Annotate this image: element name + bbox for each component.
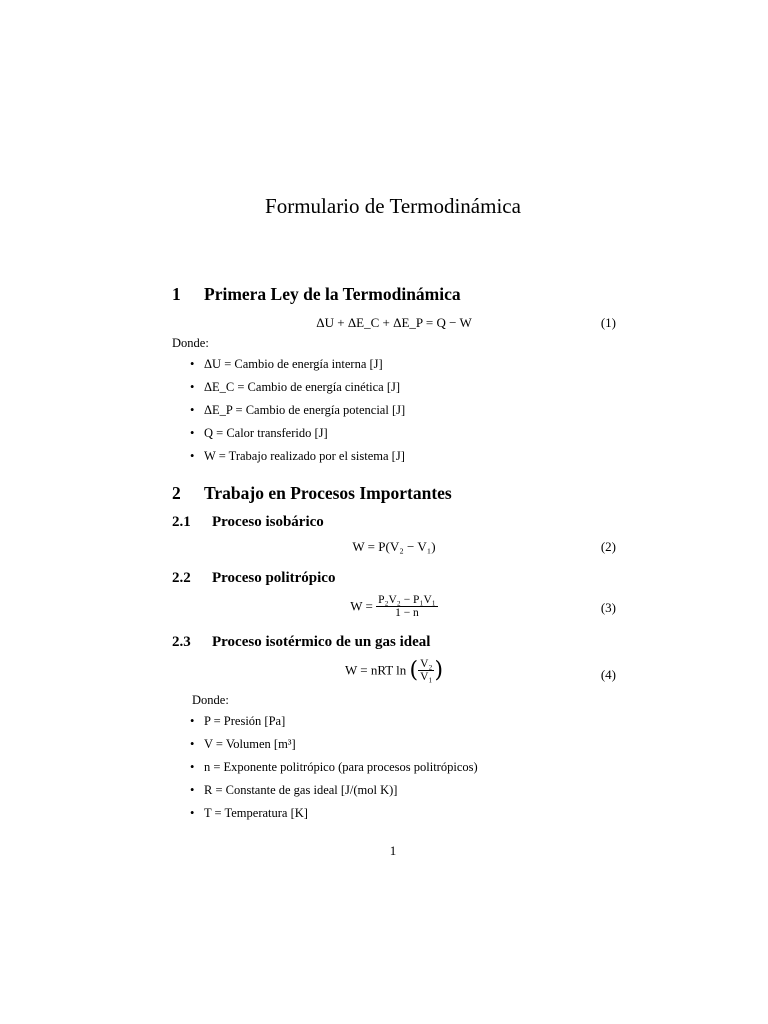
- subsection-number: 2.2: [172, 570, 191, 586]
- bullet-icon: •: [190, 714, 195, 728]
- subsection-2-3-heading: [172, 634, 430, 651]
- document-title: Formulario de Termodinámica: [265, 194, 521, 218]
- page-number: 1: [389, 843, 397, 858]
- subsection-title: Proceso politrópico: [212, 570, 336, 586]
- section-2-heading: [172, 483, 452, 504]
- equation-expression: W = P(V₂ − V₁): [352, 539, 436, 554]
- donde-label: Donde:: [172, 336, 209, 350]
- bullet-icon: •: [190, 426, 195, 440]
- equation-number: (1): [600, 315, 616, 330]
- fraction-denominator: V₁: [420, 671, 433, 683]
- bullet-icon: •: [190, 760, 195, 774]
- subsection-2-2-heading: [172, 570, 335, 587]
- equation-lhs: W = nRT ln: [344, 662, 407, 678]
- equation-number: (3): [600, 600, 616, 615]
- section-title: Primera Ley de la Termodinámica: [204, 284, 461, 304]
- equation-number: (2): [600, 539, 616, 554]
- subsection-title: Proceso isobárico: [212, 514, 324, 530]
- equation-3: [172, 594, 616, 624]
- bullet-icon: •: [190, 357, 195, 371]
- bullet-icon: •: [190, 403, 195, 417]
- subsection-number: 2.3: [172, 634, 191, 650]
- section-title: Trabajo en Procesos Importantes: [204, 483, 452, 503]
- fraction: [418, 658, 434, 683]
- bullet-icon: •: [190, 737, 195, 751]
- subsection-title: Proceso isotérmico de un gas ideal: [212, 634, 431, 650]
- equation-2: [172, 539, 616, 559]
- bullet-icon: •: [190, 806, 195, 820]
- fraction-numerator: V₂: [420, 658, 433, 670]
- equation-1: [172, 315, 616, 335]
- fraction-numerator: P₂V₂ − P₁V₁: [378, 594, 436, 606]
- section-number: 1: [172, 284, 181, 304]
- bullet-icon: •: [190, 783, 195, 797]
- equation-expression: ΔU + ΔE_C + ΔE_P = Q − W: [316, 315, 472, 330]
- equation-lhs: W =: [350, 598, 373, 614]
- right-paren-icon: ): [434, 658, 444, 683]
- equation-4: [172, 658, 616, 692]
- subsection-2-1-heading: [172, 514, 324, 531]
- bullet-icon: •: [190, 380, 195, 394]
- donde-label: Donde:: [192, 693, 229, 707]
- section-1-heading: [172, 284, 461, 305]
- left-paren-icon: (: [409, 658, 419, 683]
- fraction: [376, 594, 438, 619]
- equation-number: (4): [600, 667, 616, 682]
- bullet-icon: •: [190, 449, 195, 463]
- subsection-number: 2.1: [172, 514, 191, 530]
- fraction-denominator: 1 − n: [395, 607, 419, 619]
- section-number: 2: [172, 483, 181, 503]
